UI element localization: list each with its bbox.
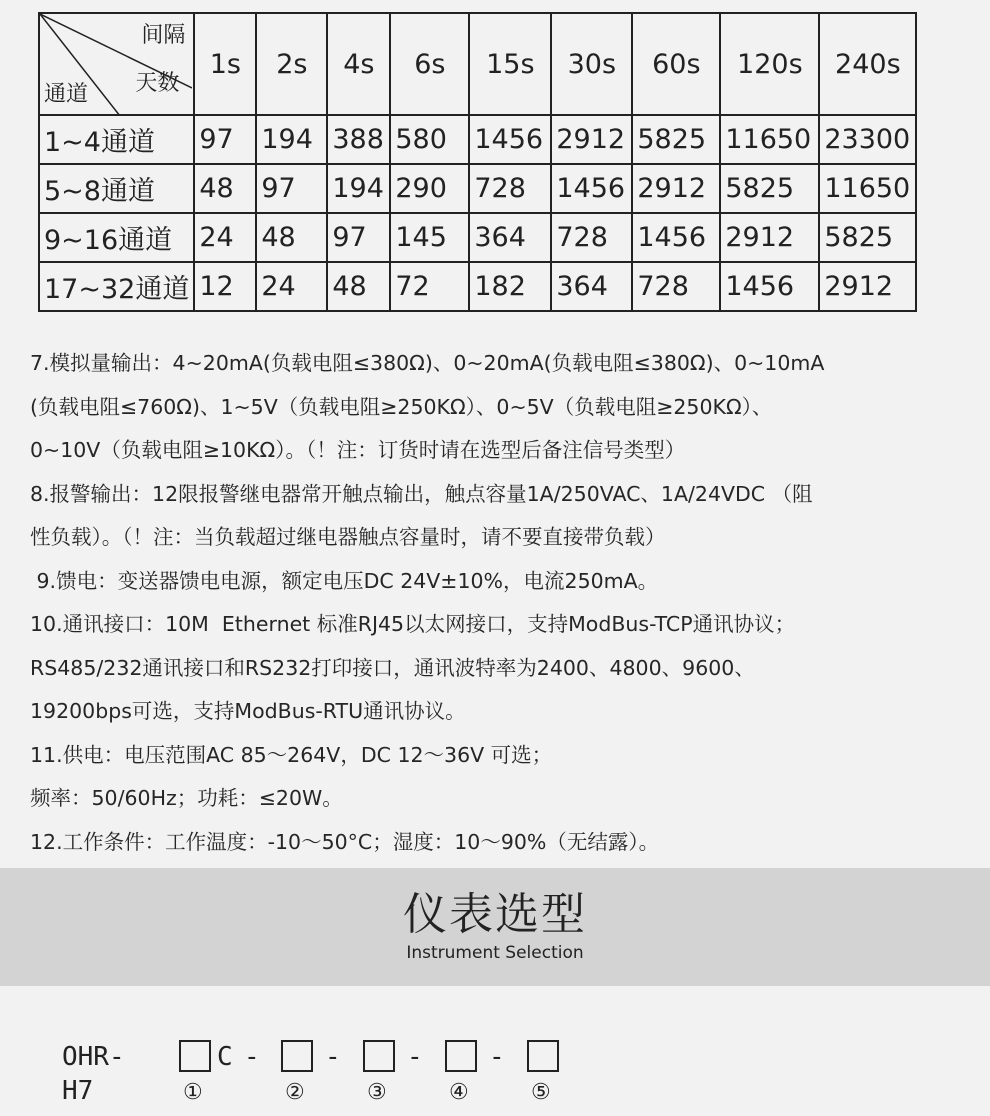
- table-cell: 11650: [819, 164, 916, 213]
- table-cell: 388: [327, 115, 390, 164]
- table-cell: 5825: [632, 115, 720, 164]
- table-cell: 1456: [720, 262, 819, 311]
- table-cell: 194: [256, 115, 327, 164]
- table-cell: 2912: [819, 262, 916, 311]
- header-interval: 2s: [256, 13, 327, 115]
- table-cell: 182: [469, 262, 551, 311]
- option-number: ③: [367, 1080, 387, 1105]
- table-cell: 364: [469, 213, 551, 262]
- table-cell: 5825: [720, 164, 819, 213]
- table-cell: 728: [469, 164, 551, 213]
- option-number: ④: [449, 1080, 469, 1105]
- spec-line: 性负载）。（！注：当负载超过继电器触点容量时，请不要直接带负载）: [30, 525, 666, 549]
- row-label: 1~4通道: [39, 115, 194, 164]
- header-interval: 15s: [469, 13, 551, 115]
- corner-label-days: 天数: [135, 71, 180, 96]
- option-box-4: [445, 1040, 477, 1072]
- row-label: 5~8通道: [39, 164, 194, 213]
- table-cell: 48: [256, 213, 327, 262]
- table-cell: 145: [390, 213, 469, 262]
- table-corner-cell: [39, 13, 194, 115]
- table-cell: 2912: [632, 164, 720, 213]
- recording-time-table-wrap: [38, 12, 917, 312]
- table-cell: 23300: [819, 115, 916, 164]
- spec-line: RS485/232通讯接口和RS232打印接口，通讯波特率为2400、4800、9600、: [30, 655, 755, 680]
- table-header-row: [39, 13, 916, 115]
- header-interval: 60s: [632, 13, 720, 115]
- option-box-3: [363, 1040, 395, 1072]
- table-cell: 24: [194, 213, 256, 262]
- spec-line: 9.馈电：变送器馈电电源，额定电压DC 24V±10%，电流250mA。: [30, 568, 659, 593]
- header-interval: 1s: [194, 13, 256, 115]
- option-number: ⑤: [531, 1080, 551, 1105]
- header-interval: 6s: [390, 13, 469, 115]
- header-interval: 120s: [720, 13, 819, 115]
- model-dash: -: [407, 1042, 423, 1072]
- row-label: 17~32通道: [39, 262, 194, 311]
- section-title: 仪表选型: [403, 889, 587, 940]
- row-label: 9~16通道: [39, 213, 194, 262]
- spec-line: 19200bps可选，支持ModBus-RTU通讯协议。: [30, 699, 466, 723]
- table-cell: 97: [194, 115, 256, 164]
- spec-line: 8.报警输出：12限报警继电器常开触点输出，触点容量1A/250VAC、1A/24VDC （阻: [30, 481, 813, 506]
- spec-line: 频率：50/60Hz；功耗：≤20W。: [30, 786, 343, 810]
- table-cell: 290: [390, 164, 469, 213]
- header-interval: 30s: [551, 13, 632, 115]
- option-box-1: [179, 1040, 211, 1072]
- table-cell: 12: [194, 262, 256, 311]
- table-cell: 11650: [720, 115, 819, 164]
- header-interval: 4s: [327, 13, 390, 115]
- corner-label-channel: 通道: [44, 82, 89, 107]
- table-cell: 728: [551, 213, 632, 262]
- spec-line: 0~10V（负载电阻≥10KΩ）。（！注：订货时请在选型后备注信号类型）: [30, 438, 686, 462]
- option-number: ②: [285, 1080, 305, 1105]
- model-dash: -: [325, 1042, 341, 1072]
- spec-line: 10.通讯接口：10M Ethernet 标准RJ45以太网接口，支持ModBus-TCP通讯协议；: [30, 612, 796, 636]
- table-cell: 364: [551, 262, 632, 311]
- table-cell: 580: [390, 115, 469, 164]
- table-cell: 5825: [819, 213, 916, 262]
- corner-label-interval: 间隔: [141, 23, 186, 48]
- model-dash: -: [244, 1042, 260, 1072]
- spec-line: 11.供电：电压范围AC 85～264V，DC 12～36V 可选；: [30, 742, 553, 767]
- option-number: ①: [183, 1080, 203, 1105]
- model-dash: -: [489, 1042, 505, 1072]
- table-cell: 24: [256, 262, 327, 311]
- table-cell: 1456: [551, 164, 632, 213]
- option-box-2: [281, 1040, 313, 1072]
- table-cell: 97: [256, 164, 327, 213]
- spec-line: 7.模拟量输出：4~20mA(负载电阻≤380Ω)、0~20mA(负载电阻≤380Ω)、0~10mA: [30, 351, 825, 375]
- table-cell: 97: [327, 213, 390, 262]
- table-cell: 2912: [551, 115, 632, 164]
- recording-time-table: [38, 12, 917, 312]
- table-cell: 48: [194, 164, 256, 213]
- model-prefix: OHR-H7: [62, 1042, 125, 1106]
- spec-list: [30, 342, 960, 864]
- table-cell: 1456: [632, 213, 720, 262]
- option-box-5: [527, 1040, 559, 1072]
- table-row: [39, 164, 916, 213]
- table-cell: 48: [327, 262, 390, 311]
- spec-line: (负载电阻≤760Ω)、1~5V（负载电阻≥250KΩ）、0~5V（负载电阻≥250KΩ）、: [30, 394, 773, 419]
- section-subtitle: Instrument Selection: [406, 943, 584, 963]
- table-row: [39, 262, 916, 311]
- model-suffix: C: [217, 1042, 233, 1072]
- table-cell: 728: [632, 262, 720, 311]
- section-banner: [0, 868, 990, 986]
- header-interval: 240s: [819, 13, 916, 115]
- table-row: [39, 115, 916, 164]
- table-cell: 1456: [469, 115, 551, 164]
- spec-line: 12.工作条件：工作温度：-10～50°C；湿度：10～90%（无结露）。: [30, 829, 660, 854]
- table-cell: 2912: [720, 213, 819, 262]
- table-row: [39, 213, 916, 262]
- table-cell: 194: [327, 164, 390, 213]
- table-cell: 72: [390, 262, 469, 311]
